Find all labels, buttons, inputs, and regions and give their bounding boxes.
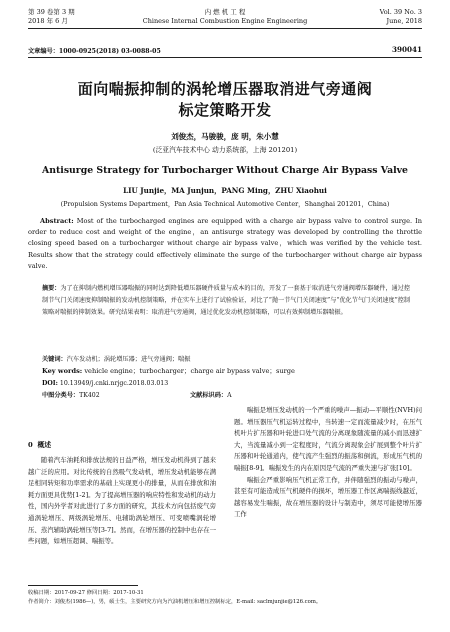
header-volume-en: Vol. 39 No. 3	[379, 8, 422, 16]
abstract-zh-text: 为了在抑制内燃机增压器喘振的同时达到降低增压器硬件质量与成本的目的，开发了一套基于取消进气旁通阀增压器硬件，通过控制节气门关闭速度抑制喘振的发动机控制策略，并在实车上进行了试验验证，对比了“抛一节气门关闭速度”与“优化节气门关闭速度”控制策略对喘振的抑制效果。研究结果表明：取消进气旁通阀，通过优化发动机控制策略，可以有效抑制增压器喘振。	[42, 285, 411, 316]
section-heading	[28, 439, 51, 449]
keywords-en-text: vehicle engine；turbocharger；charge air bypass valve；surge	[84, 367, 295, 375]
doi	[42, 378, 168, 389]
right-paragraph-2: 喘振会严重影响压气机正常工作，并伴随强烈的振动与噪声，甚至有可能造成压气机硬件的损坏，增压器工作区离喘振线越近，越容易发生喘振，故在增压器的设计与制造中，须尽可能使增压器工作	[234, 475, 422, 519]
left-column	[28, 455, 216, 548]
abstract-en	[28, 216, 422, 272]
doc-code-label: 文献标识码：	[190, 392, 228, 399]
title-zh-line2: 标定策略开发	[178, 101, 272, 119]
keywords-en-label: Key words:	[42, 367, 83, 375]
clc	[42, 390, 100, 401]
abstract-en-text: Most of the turbocharged engines are equipped with a charge air bypass valve to control surge. In order to reduce cost and weight of the engine，an antisurge strategy was developed by controlling the throttle closing speed based on a turbocharger without charge air bypass valve，which was verified by the vehicle test. Results show that the strategy could effectively eliminate the surge of the turbocharger without charge air bypass valve.	[28, 217, 422, 270]
affiliation-en: (Propulsion Systems Department，Pan Asia Technical Automotive Center，Shanghai 201201，China)	[60, 200, 390, 208]
affiliation-zh: (泛亚汽车技术中心 动力系统部，上海 201201)	[152, 146, 298, 154]
footnote-received: 收稿日期：2017-09-27 修回日期：2017-10-31	[28, 590, 144, 596]
section-title: 概述	[37, 441, 52, 449]
doc-code-value: A	[227, 392, 232, 399]
header-rule	[28, 28, 422, 29]
header-date-en: June, 2018	[386, 17, 422, 25]
abstract-zh-label: 摘要：	[42, 285, 61, 292]
header-volume-zh: 第 39 卷第 3 期	[28, 8, 75, 16]
header-journal-en: Chinese Internal Combustion Engine Engineering	[142, 17, 308, 25]
footnote-author: 作者简介：刘俊杰(1986—)，男，硕士生，主要研究方向为汽油机增压和增压控制标定，E-mail: saclmjunjie@126.com。	[28, 599, 322, 605]
clc-value: TK402	[79, 392, 100, 399]
keywords-zh	[42, 354, 191, 365]
doc-code	[190, 390, 232, 401]
clc-label: 中图分类号：	[42, 392, 80, 399]
header-journal-zh: 内 燃 机 工 程	[204, 8, 246, 16]
doi-value: 10.13949/j.cnki.nrjgc.2018.03.013	[59, 380, 169, 387]
abstract-zh	[42, 283, 410, 318]
abstract-en-label: Abstract:	[40, 217, 74, 225]
footnote-rule	[28, 585, 138, 586]
doi-label: DOI:	[42, 380, 58, 387]
article-no-rule	[28, 57, 422, 58]
title-en: Antisurge Strategy for Turbocharger Without Charge Air Bypass Valve	[42, 165, 408, 176]
left-paragraph: 随着汽车油耗和排放法规的日益严格，增压发动机得到了越来越广泛的应用。对比传统的自然吸气发动机，增压发动机能够在满足相同转矩和功率需求的基础上实现更小的排量，从而在排放和油耗方面更具优势[1-2]。为了提高增压器的响应特性和发动机的动力性，国内外学者对此进行了多方面的研究，其技术方向包括废气旁通涡轮增压、两级涡轮增压、电辅助涡轮增压、可变喷嘴涡轮增压、蒸汽辅助涡轮增压等[3-7]。然而，在增压器的控制中也存在一些问题，如增压超调、喘振等。	[28, 456, 216, 546]
header-date-zh: 2018 年 6 月	[28, 17, 68, 25]
keywords-zh-text: 汽车发动机；涡轮增压器；进气旁通阀；喘振	[66, 356, 191, 363]
page-code: 390041	[391, 45, 422, 54]
authors-en: LIU Junjie，MA Junjun，PANG Ming，ZHU Xiaohui	[123, 186, 327, 195]
right-column	[234, 405, 422, 521]
authors-zh: 刘俊杰，马骏骏，庞 明，朱小慧	[171, 132, 279, 141]
title-zh-line1: 面向喘振抑制的涡轮增压器取消进气旁通阀	[77, 80, 373, 98]
right-paragraph-1: 喘振是增压发动机的一个严重的噪声—振动—平顺性(NVH)问题。增压器压气机运转过程中，当转速一定而流量减少时，在压气机叶片扩压器和叶轮进口处气流的分离现象随流量的减小而迅速扩大，当流量减小到一定程度时，气流分离现象会扩展到整个叶片扩压器和叶轮通道内，使气流产生强烈的振荡和倒流，形成压气机的喘振[8-9]。喘振发生的内在原因是气流的严重失速与扩张[10]。	[234, 406, 422, 472]
keywords-en	[42, 366, 422, 377]
section-number: 0	[28, 441, 33, 449]
article-number: 文章编号：1000-0925(2018) 03-0088-05	[28, 48, 161, 55]
keywords-zh-label: 关键词：	[42, 356, 67, 363]
